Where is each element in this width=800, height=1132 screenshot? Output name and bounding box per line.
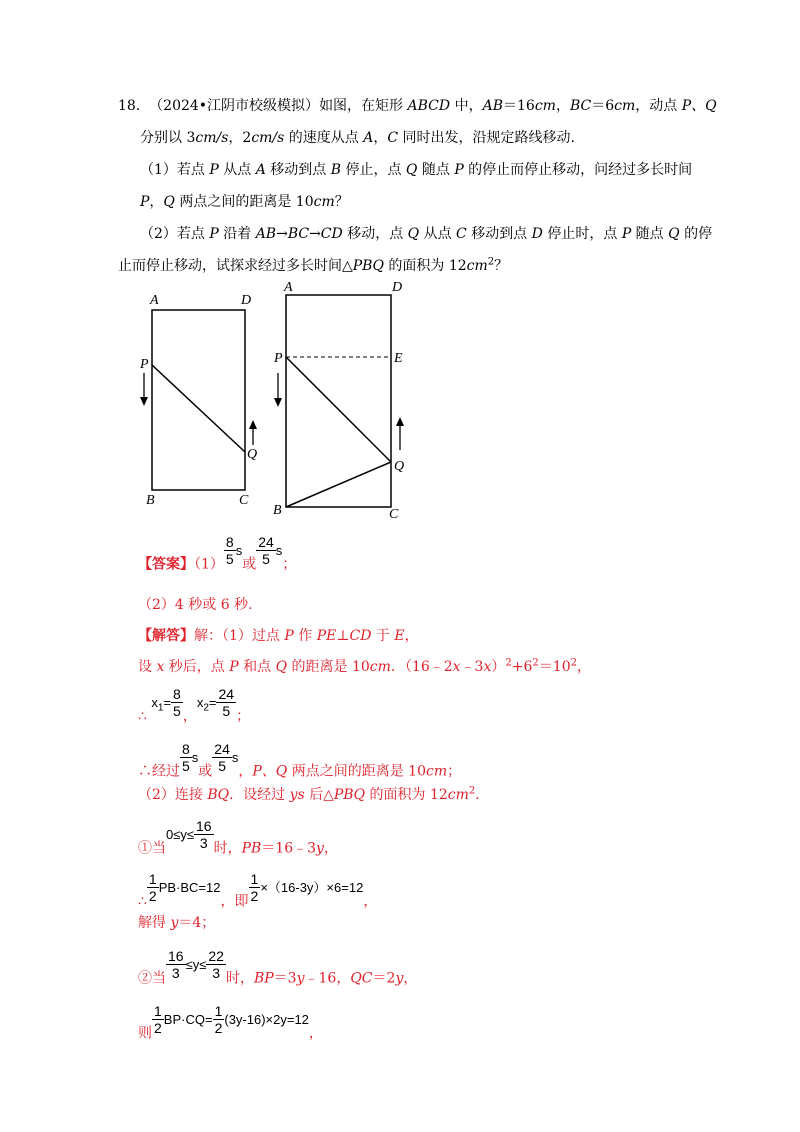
text: 分别以 3 [140, 130, 196, 146]
text: s [231, 749, 239, 765]
text: = [208, 694, 217, 710]
text: P [454, 162, 464, 178]
text: ） [491, 659, 506, 675]
case1-line-1 [138, 818, 338, 865]
fraction [256, 534, 276, 567]
text: 随点 [631, 226, 669, 242]
text: 止而停止移动，试探求经过多长时间△ [118, 258, 353, 274]
text: ， [363, 893, 378, 910]
text: ＝2 [372, 970, 396, 987]
problem-number: 18. [118, 98, 141, 114]
text: ， [323, 840, 338, 857]
denominator: 5 [225, 551, 234, 567]
fraction [166, 948, 186, 981]
text: ＝4； [178, 915, 216, 931]
text: ys [289, 787, 305, 803]
text: 0≤y≤ [166, 826, 194, 842]
text: cm/s [195, 130, 229, 146]
text: . [475, 787, 480, 803]
text: 从点 [419, 226, 457, 242]
fraction [180, 741, 192, 774]
figure-2 [273, 280, 404, 522]
label-C: C [239, 493, 249, 508]
solution-line-2 [138, 657, 591, 677]
segment-pq [286, 357, 391, 462]
text: 1 [157, 702, 164, 714]
text: = [163, 694, 172, 710]
label-B: B [146, 493, 155, 508]
text: ABCD [407, 98, 451, 114]
text: 同时出发，沿规定路线移动. [398, 130, 575, 146]
text: 和点 [238, 659, 276, 675]
text: ，即 [220, 893, 249, 910]
text: ＝10 [538, 659, 571, 675]
text: cm [369, 659, 391, 675]
text: 解：（1）过点 [194, 628, 285, 644]
fraction [212, 741, 232, 774]
solution-label: 【解答】 [138, 628, 194, 644]
text: BP [253, 970, 274, 987]
answer-line-2 [138, 595, 253, 615]
text: A [255, 162, 266, 178]
geometry-figures [0, 0, 800, 530]
text: 2 [203, 702, 209, 714]
answer-label: 【答案】 [138, 556, 194, 573]
text: ； [236, 708, 251, 725]
text: x [151, 694, 158, 710]
text: 则 [138, 1025, 152, 1042]
text: ， [404, 628, 419, 644]
denominator: 5 [218, 758, 226, 774]
text: （2）4 秒或 6 秒. [138, 597, 253, 613]
text: x [452, 659, 461, 675]
text: PB [241, 840, 262, 857]
label-A: A [284, 280, 293, 295]
text: 移动到点 [466, 226, 532, 242]
text: CD [349, 628, 372, 644]
text: PE [316, 628, 337, 644]
text: ， [373, 130, 388, 146]
text: y [316, 840, 324, 857]
arrow-down-icon [274, 398, 282, 407]
text: 的面积为 12 [383, 258, 467, 274]
text: ．设经过 [229, 787, 290, 803]
arrow-down-icon [140, 397, 148, 406]
text: 的面积为 12 [365, 787, 448, 803]
numerator: 16 [196, 818, 212, 834]
label-P: P [140, 357, 149, 372]
text: ； [447, 763, 462, 780]
text: ×（16-3y）×6=12 [260, 879, 364, 895]
text: ， [308, 1025, 323, 1042]
text: ①当 [138, 840, 166, 857]
case2-line-1 [138, 948, 418, 995]
text: P [229, 659, 239, 675]
text: ， [149, 194, 164, 210]
text: ﹣16， [304, 970, 351, 987]
label-P: P [274, 351, 283, 366]
text: 2 [468, 785, 476, 797]
numerator: 24 [258, 534, 274, 550]
label-E: E [394, 351, 403, 366]
fraction [152, 1003, 164, 1036]
text: ， [403, 970, 418, 987]
text: 2 [487, 256, 495, 268]
text: ﹣3 [460, 659, 484, 675]
text: ， [555, 98, 570, 114]
label-A: A [150, 293, 159, 308]
text: 时， [225, 970, 254, 987]
text: （1） [194, 556, 224, 573]
text: 中， [450, 98, 483, 114]
text: BP·CQ= [163, 1011, 213, 1027]
text: 从点 [218, 162, 256, 178]
text: （1）若点 [140, 162, 210, 178]
text: ∴ [138, 708, 147, 725]
text: ∴经过 [138, 763, 180, 780]
numerator: 1 [148, 871, 157, 887]
text: Q [668, 226, 680, 242]
text: 的停止而停止移动，问经过多长时间 [463, 162, 693, 178]
text: Q [275, 659, 288, 675]
rectangle-abcd [152, 310, 245, 490]
text: Q [407, 226, 420, 242]
figure-1 [139, 293, 257, 508]
text: （2）若点 [140, 226, 210, 242]
text: cm [466, 258, 488, 274]
numerator: 8 [225, 534, 234, 550]
text: A [363, 130, 374, 146]
label-Q: Q [247, 447, 258, 462]
text: 的距离是 10 [287, 659, 370, 675]
label-D: D [241, 293, 252, 308]
arrow-up-icon [249, 420, 257, 429]
solution-line-5 [138, 785, 480, 805]
text: cm [447, 787, 469, 803]
text: cm [614, 98, 636, 114]
text: ，2 [228, 130, 252, 146]
text: x [483, 659, 492, 675]
solution-line-3 [138, 686, 251, 733]
text: 停止，点 [341, 162, 406, 178]
text: 或 [242, 556, 257, 573]
text: 2 [570, 657, 577, 669]
text: ， [238, 763, 253, 780]
text: 2 [532, 657, 539, 669]
text: cm [426, 763, 448, 780]
denominator: 5 [182, 758, 190, 774]
text: P [140, 194, 150, 210]
text: 的速度从点 [284, 130, 364, 146]
segment-pq [152, 365, 245, 452]
denominator: 2 [250, 888, 259, 904]
denominator: 3 [199, 835, 208, 851]
text: 作 [293, 628, 317, 644]
text: Q [163, 194, 175, 210]
text: P [621, 226, 632, 242]
text: 或 [198, 763, 213, 780]
fraction [171, 686, 183, 719]
text: BQ [207, 787, 230, 803]
text: 移动，点 [342, 226, 408, 242]
text: ＝3 [273, 970, 297, 987]
text: BC [569, 98, 592, 114]
text: ≤y≤ [185, 956, 207, 972]
text: 沿着 [218, 226, 256, 242]
label-C: C [389, 507, 399, 522]
text: ＝16 [502, 98, 535, 114]
fraction [216, 686, 236, 719]
text: 后△ [304, 787, 334, 803]
segment-bq [286, 462, 391, 507]
text: 的停 [679, 226, 713, 242]
numerator: 8 [182, 741, 190, 757]
text: 随点 [417, 162, 455, 178]
text: s [191, 749, 199, 765]
text: ， [182, 708, 197, 725]
text: s [235, 542, 243, 558]
text: E [394, 628, 405, 644]
text: P [284, 628, 294, 644]
label-D: D [392, 280, 403, 295]
text: cm [534, 98, 556, 114]
numerator: 1 [154, 1003, 162, 1019]
denominator: 5 [262, 551, 270, 567]
text: 于 [371, 628, 395, 644]
fraction [147, 871, 159, 904]
denominator: 3 [212, 965, 221, 981]
text: ， [576, 659, 591, 675]
arrow-up-icon [396, 417, 404, 426]
text: B [330, 162, 342, 178]
text: QC [350, 970, 373, 987]
text: C [387, 130, 399, 146]
rectangle-abcd [286, 295, 391, 507]
text: PBQ [333, 787, 366, 803]
text: P、Q [252, 763, 288, 780]
text: 两点之间的距离是 10 [174, 194, 314, 210]
numerator: 1 [250, 871, 259, 887]
text: 时， [213, 840, 242, 857]
text: 设 [138, 659, 157, 675]
text: ？ [334, 194, 349, 210]
numerator: 1 [214, 1003, 223, 1019]
text: 停止时，点 [542, 226, 622, 242]
text: ； [282, 556, 297, 573]
answer-line-1 [138, 534, 297, 581]
text: 秒后，点 [164, 659, 230, 675]
text: y [395, 970, 404, 987]
fraction [213, 1003, 225, 1036]
text: ？ [494, 258, 509, 274]
text: ＝6 [591, 98, 615, 114]
numerator: 24 [218, 686, 235, 702]
fraction [249, 871, 261, 904]
text: ＝16﹣3 [261, 840, 317, 857]
text: cm [313, 194, 335, 210]
fraction [206, 948, 226, 981]
denominator: 2 [154, 1020, 162, 1036]
text: P [209, 162, 219, 178]
math-x1 [151, 694, 172, 714]
text: s [275, 542, 283, 558]
text: D [531, 226, 543, 242]
text: 2 [505, 657, 512, 669]
fraction [224, 534, 236, 567]
text: ②当 [138, 970, 166, 987]
text: y [296, 970, 305, 987]
numerator: 24 [214, 741, 230, 757]
text: C [456, 226, 467, 242]
text: （2）连接 [138, 787, 208, 803]
numerator: 22 [208, 948, 224, 964]
text: +6 [511, 659, 533, 675]
text: x [196, 694, 204, 710]
solution-line-1 [138, 626, 419, 646]
label-B: B [273, 503, 282, 518]
denominator: 3 [171, 965, 180, 981]
text: ⊥ [336, 628, 350, 644]
text: (3y-16)×2y=12 [224, 1011, 309, 1027]
denominator: 5 [173, 703, 181, 719]
text: Q [405, 162, 418, 178]
text: 移动到点 [265, 162, 331, 178]
problem-source: （2024•江阴市校级模拟） [149, 98, 320, 114]
text: P、Q [681, 98, 717, 114]
math-x2 [196, 694, 217, 714]
text: y [170, 915, 179, 931]
fraction [194, 818, 214, 851]
denominator: 2 [148, 888, 157, 904]
solution-line-4 [138, 741, 462, 788]
text: ，动点 [635, 98, 682, 114]
text: ．（16﹣2 [390, 659, 453, 675]
case2-line-2 [138, 1003, 323, 1050]
text: 两点之间的距离是 10 [287, 763, 426, 780]
case1-line-3 [138, 913, 215, 933]
numerator: 16 [168, 948, 184, 964]
text: PBQ [352, 258, 384, 274]
text: 解得 [138, 915, 171, 931]
denominator: 5 [222, 703, 231, 719]
text: 如图，在矩形 [319, 98, 408, 114]
text: cm/s [251, 130, 285, 146]
numerator: 8 [173, 686, 181, 702]
label-Q: Q [394, 459, 405, 474]
text: AB→BC→CD [255, 226, 343, 242]
text: ∴ [138, 893, 147, 910]
text: x [156, 659, 165, 675]
text: P [209, 226, 219, 242]
denominator: 2 [214, 1020, 223, 1036]
text: PB·BC=12 [158, 879, 221, 895]
text: AB [482, 98, 503, 114]
